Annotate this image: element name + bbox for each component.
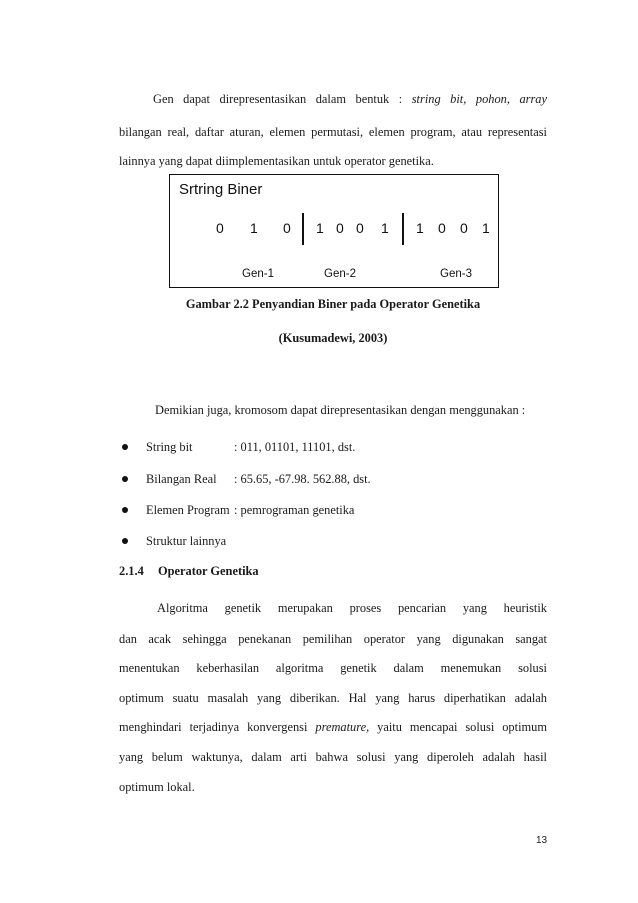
bit: 0 (356, 220, 364, 236)
bit: 0 (336, 220, 344, 236)
bit: 1 (250, 220, 258, 236)
body-line-7: optimum lokal. (119, 780, 195, 794)
intro-line-3: lainnya yang dapat diimplementasikan untuk operator genetika. (119, 154, 434, 168)
intro-line-1-plain: Gen dapat direpresentasikan dalam bentuk : (153, 92, 403, 106)
list-item-name: String bit (146, 440, 193, 454)
list-item-name: Struktur lainnya (146, 534, 227, 548)
gene-label: Gen-1 (242, 268, 274, 280)
gene-separator (302, 213, 304, 245)
body-line-4: optimum suatu masalah yang diberikan. Hal yang harus diperhatikan adalah (119, 691, 547, 705)
bullet-icon (122, 538, 128, 544)
body-line-3: menentukan keberhasilan algoritma genetik dalam menemukan solusi (119, 661, 547, 675)
section-number: 2.1.4 (119, 564, 144, 578)
bullet-icon (122, 507, 128, 513)
body-line-6: yang belum waktunya, dalam arti bahwa solusi yang diperoleh adalah hasil (119, 750, 547, 764)
list-item-name: Elemen Program (146, 503, 230, 517)
bit: 1 (416, 220, 424, 236)
bit: 1 (482, 220, 490, 236)
chromosome-lead: Demikian juga, kromosom dapat direpresentasikan dengan menggunakan : (155, 403, 526, 417)
body-line-5-italic: premature (315, 720, 367, 734)
body-line-5 (119, 720, 547, 735)
intro-line-1 (119, 92, 547, 107)
body-line-2: dan acak sehingga penekanan pemilihan operator yang digunakan sangat (119, 632, 547, 646)
figure-caption: Gambar 2.2 Penyandian Biner pada Operator Genetika (185, 297, 481, 311)
figure-title: Srtring Biner (179, 181, 263, 198)
body-line-5-a: menghindari terjadinya konvergensi (119, 720, 308, 734)
bullet-icon (122, 476, 128, 482)
bit: 0 (438, 220, 446, 236)
intro-line-2: bilangan real, daftar aturan, elemen permutasi, elemen program, atau representasi (119, 125, 547, 139)
gene-label: Gen-2 (324, 268, 356, 280)
bit: 0 (460, 220, 468, 236)
section-title: Operator Genetika (158, 564, 259, 578)
bit: 1 (381, 220, 389, 236)
page-number: 13 (536, 835, 548, 846)
intro-line-1-italic: string bit, pohon, array (411, 92, 547, 106)
body-line-1: Algoritma genetik merupakan proses pencarian yang heuristik (157, 601, 547, 615)
gene-label: Gen-3 (440, 268, 472, 280)
list-item-value: : 011, 01101, 11101, dst. (234, 440, 356, 454)
figure-caption-source: (Kusumadewi, 2003) (278, 331, 388, 345)
bit: 0 (283, 220, 291, 236)
list-item-value: : pemrograman genetika (234, 503, 355, 517)
bit: 1 (316, 220, 324, 236)
bullet-icon (122, 444, 128, 450)
binary-encoding-figure (169, 174, 499, 288)
bit: 0 (216, 220, 224, 236)
body-line-5-b: , yaitu mencapai solusi optimum (366, 720, 547, 734)
gene-separator (402, 213, 404, 245)
list-item-value: : 65.65, -67.98. 562.88, dst. (234, 472, 371, 486)
list-item-name: Bilangan Real (146, 472, 217, 486)
